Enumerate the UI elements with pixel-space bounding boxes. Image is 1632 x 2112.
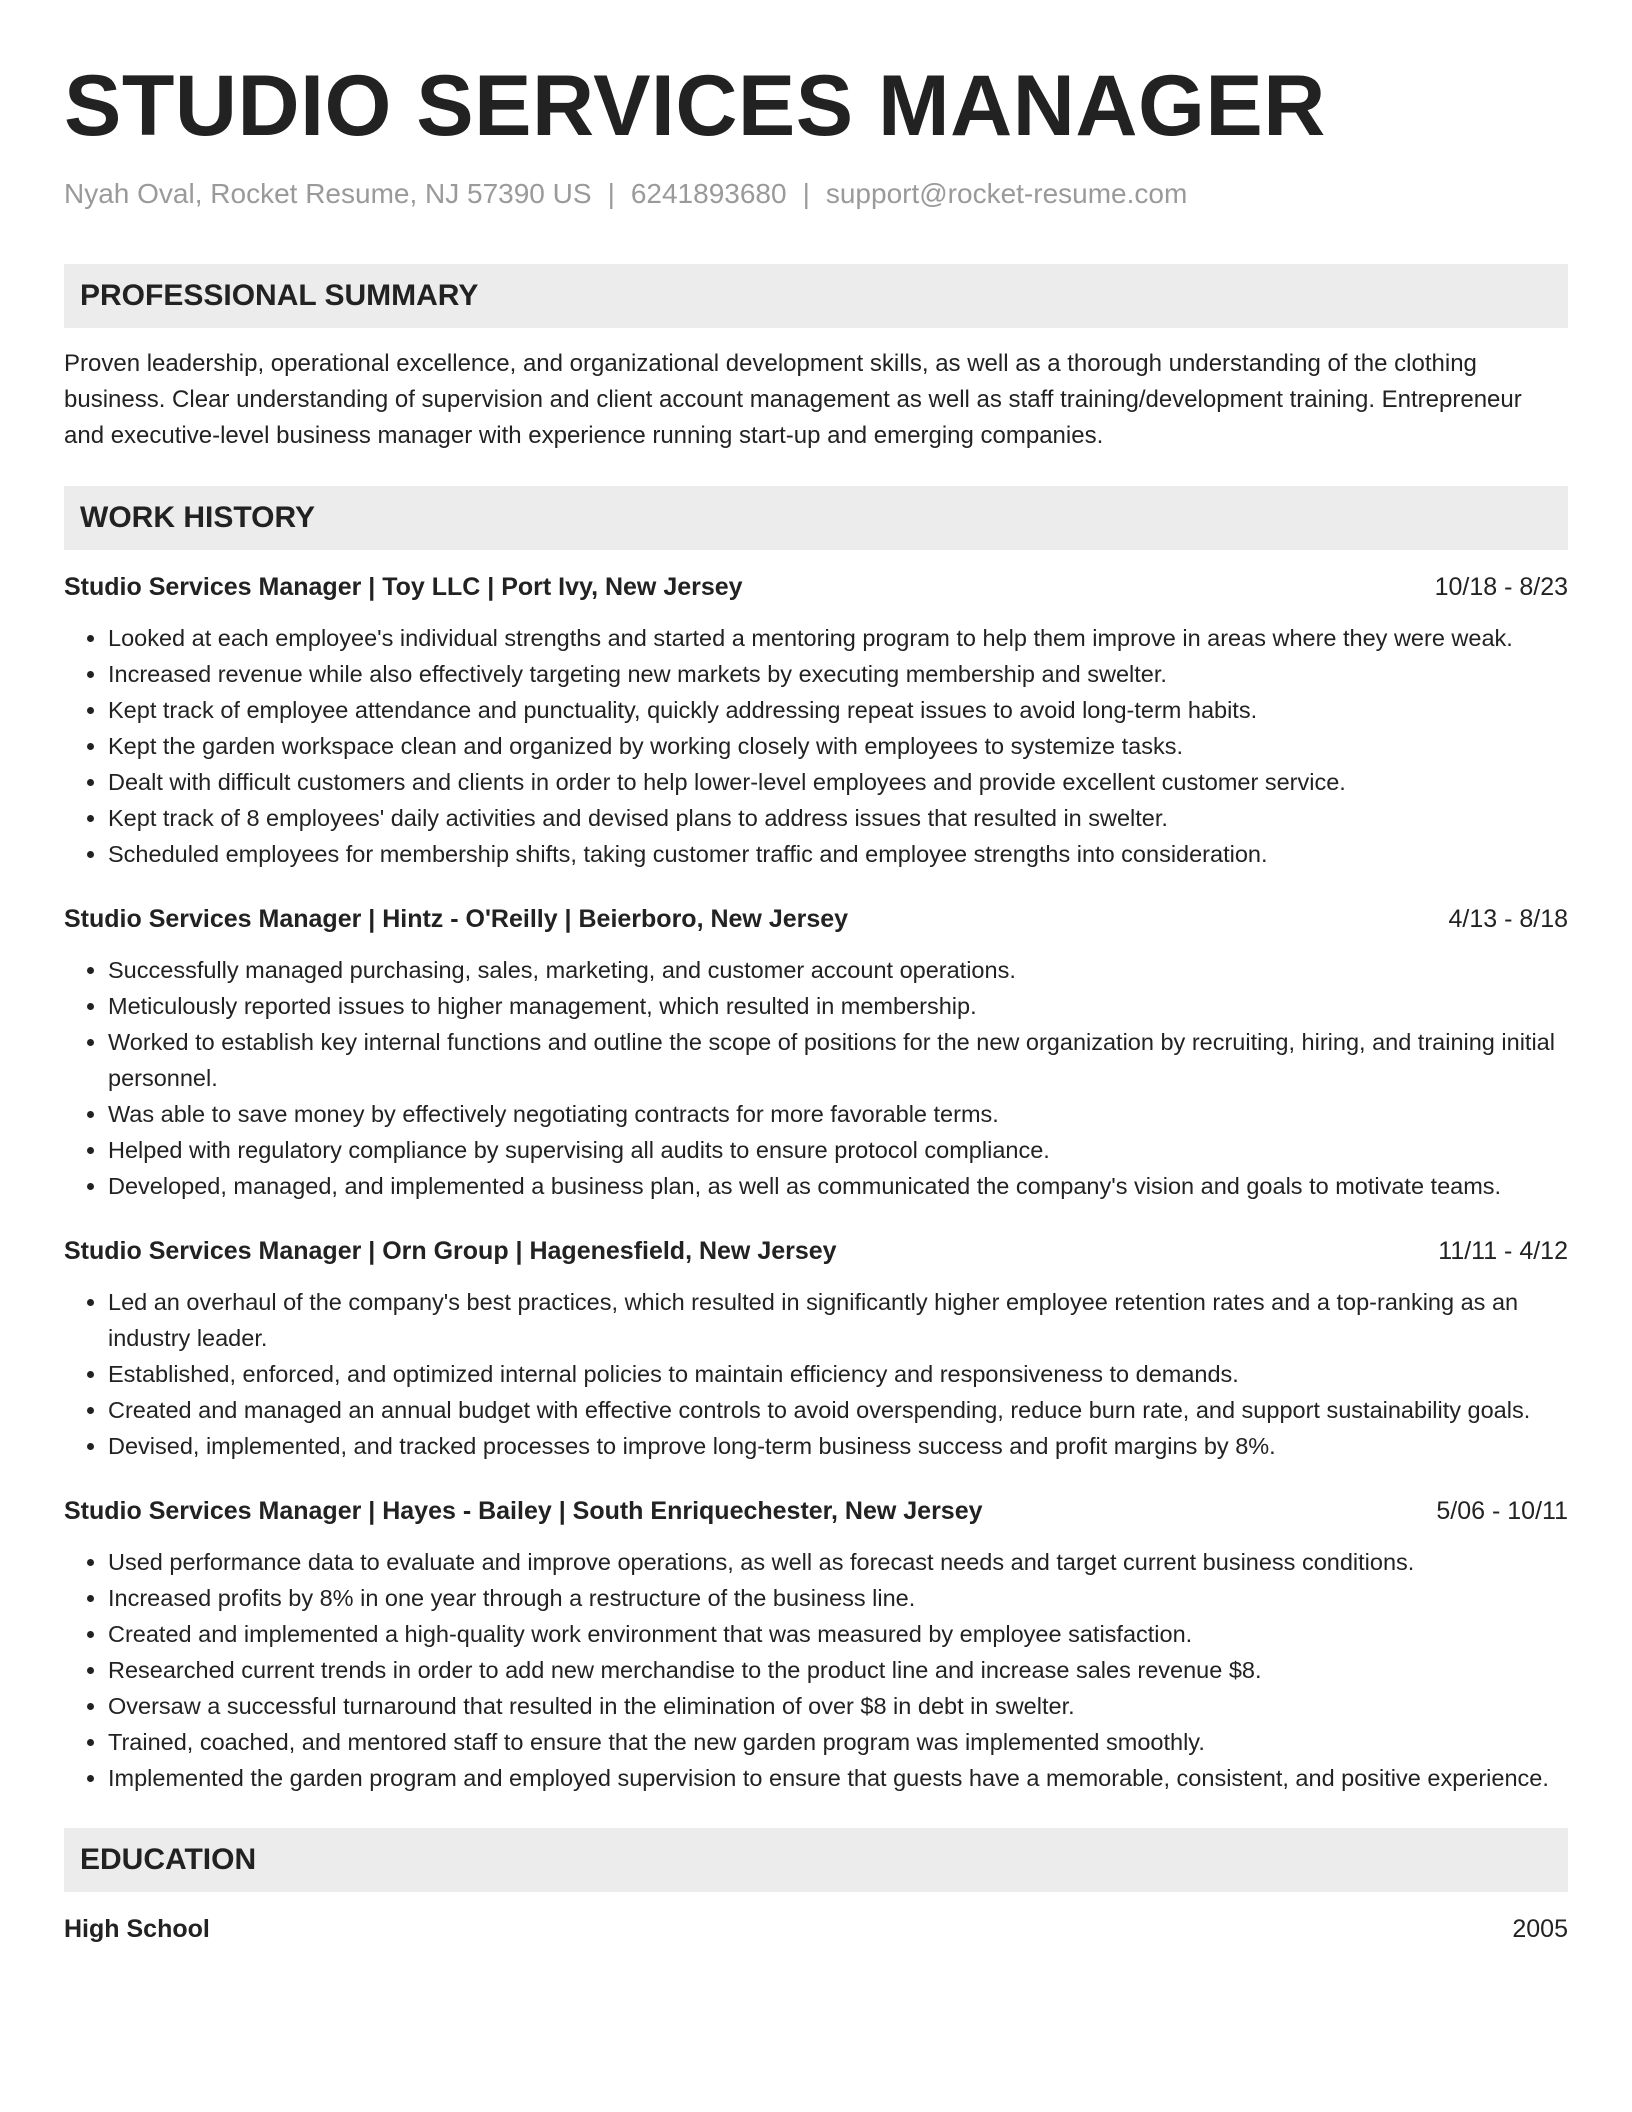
job-bullet: • Kept track of 8 employees' daily activities and devised plans to address issues that resulted in swelter. — [108, 800, 1568, 836]
job-bullet: • Kept the garden workspace clean and organized by working closely with employees to systemize tasks. — [108, 728, 1568, 764]
job-bullet: • Was able to save money by effectively negotiating contracts for more favorable terms. — [108, 1096, 1568, 1132]
job-entry — [64, 1234, 1568, 1464]
job-bullet-list — [64, 1284, 1568, 1464]
job-bullet: • Successfully managed purchasing, sales, marketing, and customer account operations. — [108, 952, 1568, 988]
section-header-education: EDUCATION — [64, 1828, 1568, 1892]
job-header — [64, 570, 1568, 604]
summary-text: Proven leadership, operational excellence, and organizational development skills, as well as a thorough understanding of the clothing business. Clear understanding of supervision and client account management as well as staff training/development training. Entrepreneur and executive-level business manager with experience running start-up and emerging companies. — [64, 350, 1522, 449]
job-bullet: • Helped with regulatory compliance by supervising all audits to ensure protocol compliance. — [108, 1132, 1568, 1168]
section-header-summary: PROFESSIONAL SUMMARY — [64, 264, 1568, 328]
job-bullet: • Scheduled employees for membership shifts, taking customer traffic and employee strengths into consideration. — [108, 836, 1568, 872]
section-header-work-history: WORK HISTORY — [64, 486, 1568, 550]
job-bullet: • Used performance data to evaluate and improve operations, as well as forecast needs and target current business conditions. — [108, 1544, 1568, 1580]
job-bullet-list — [64, 952, 1568, 1204]
job-bullet: • Implemented the garden program and employed supervision to ensure that guests have a memorable, consistent, and positive experience. — [108, 1760, 1568, 1796]
job-bullet: • Kept track of employee attendance and punctuality, quickly addressing repeat issues to avoid long-term habits. — [108, 692, 1568, 728]
job-dates: 5/06 - 10/11 — [1436, 1497, 1568, 1525]
job-title: Studio Services Manager | Hayes - Bailey | South Enriquechester, New Jersey — [64, 1497, 983, 1525]
resume-title: STUDIO SERVICES MANAGER — [64, 58, 1326, 154]
job-bullet: • Worked to establish key internal functions and outline the scope of positions for the new organization by recruiting, hiring, and training initial personnel. — [108, 1024, 1568, 1096]
job-entry — [64, 1494, 1568, 1796]
job-header — [64, 1494, 1568, 1528]
job-title: Studio Services Manager | Toy LLC | Port Ivy, New Jersey — [64, 573, 743, 601]
contact-line — [64, 176, 1568, 212]
job-bullet: • Increased profits by 8% in one year through a restructure of the business line. — [108, 1580, 1568, 1616]
job-dates: 11/11 - 4/12 — [1438, 1237, 1568, 1265]
contact-separator: | — [802, 178, 810, 209]
education-year: 2005 — [1512, 1915, 1568, 1943]
contact-phone: 6241893680 — [630, 178, 787, 209]
contact-address: Nyah Oval, Rocket Resume, NJ 57390 US — [64, 178, 592, 209]
education-entry — [64, 1912, 1568, 1946]
job-bullet: • Established, enforced, and optimized internal policies to maintain efficiency and responsiveness to demands. — [108, 1356, 1568, 1392]
job-entry — [64, 570, 1568, 872]
job-bullet: • Looked at each employee's individual strengths and started a mentoring program to help them improve in areas where they were weak. — [108, 620, 1568, 656]
job-bullet: • Dealt with difficult customers and clients in order to help lower-level employees and provide excellent customer service. — [108, 764, 1568, 800]
job-dates: 4/13 - 8/18 — [1448, 905, 1568, 933]
job-bullet: • Increased revenue while also effectively targeting new markets by executing membership and swelter. — [108, 656, 1568, 692]
job-bullet: • Trained, coached, and mentored staff to ensure that the new garden program was implemented smoothly. — [108, 1724, 1568, 1760]
education-school: High School — [64, 1915, 210, 1943]
job-header — [64, 1234, 1568, 1268]
job-bullet: • Oversaw a successful turnaround that resulted in the elimination of over $8 in debt in swelter. — [108, 1688, 1568, 1724]
contact-email: support@rocket-resume.com — [825, 178, 1188, 209]
job-bullet: • Created and managed an annual budget with effective controls to avoid overspending, reduce burn rate, and support sustainability goals. — [108, 1392, 1568, 1428]
job-entry — [64, 902, 1568, 1204]
job-bullet: • Meticulously reported issues to higher management, which resulted in membership. — [108, 988, 1568, 1024]
job-bullet-list — [64, 620, 1568, 872]
job-bullet-list — [64, 1544, 1568, 1796]
job-header — [64, 902, 1568, 936]
job-bullet: • Devised, implemented, and tracked processes to improve long-term business success and profit margins by 8%. — [108, 1428, 1568, 1464]
job-title: Studio Services Manager | Orn Group | Hagenesfield, New Jersey — [64, 1237, 837, 1265]
job-bullet: • Developed, managed, and implemented a business plan, as well as communicated the company's vision and goals to motivate teams. — [108, 1168, 1568, 1204]
job-bullet: • Created and implemented a high-quality work environment that was measured by employee satisfaction. — [108, 1616, 1568, 1652]
job-bullet: • Led an overhaul of the company's best practices, which resulted in significantly higher employee retention rates and a top-ranking as an industry leader. — [108, 1284, 1568, 1356]
job-dates: 10/18 - 8/23 — [1434, 573, 1568, 601]
work-history-list — [64, 570, 1568, 1796]
contact-separator: | — [607, 178, 615, 209]
job-title: Studio Services Manager | Hintz - O'Reilly | Beierboro, New Jersey — [64, 905, 849, 933]
job-bullet: • Researched current trends in order to add new merchandise to the product line and increase sales revenue $8. — [108, 1652, 1568, 1688]
